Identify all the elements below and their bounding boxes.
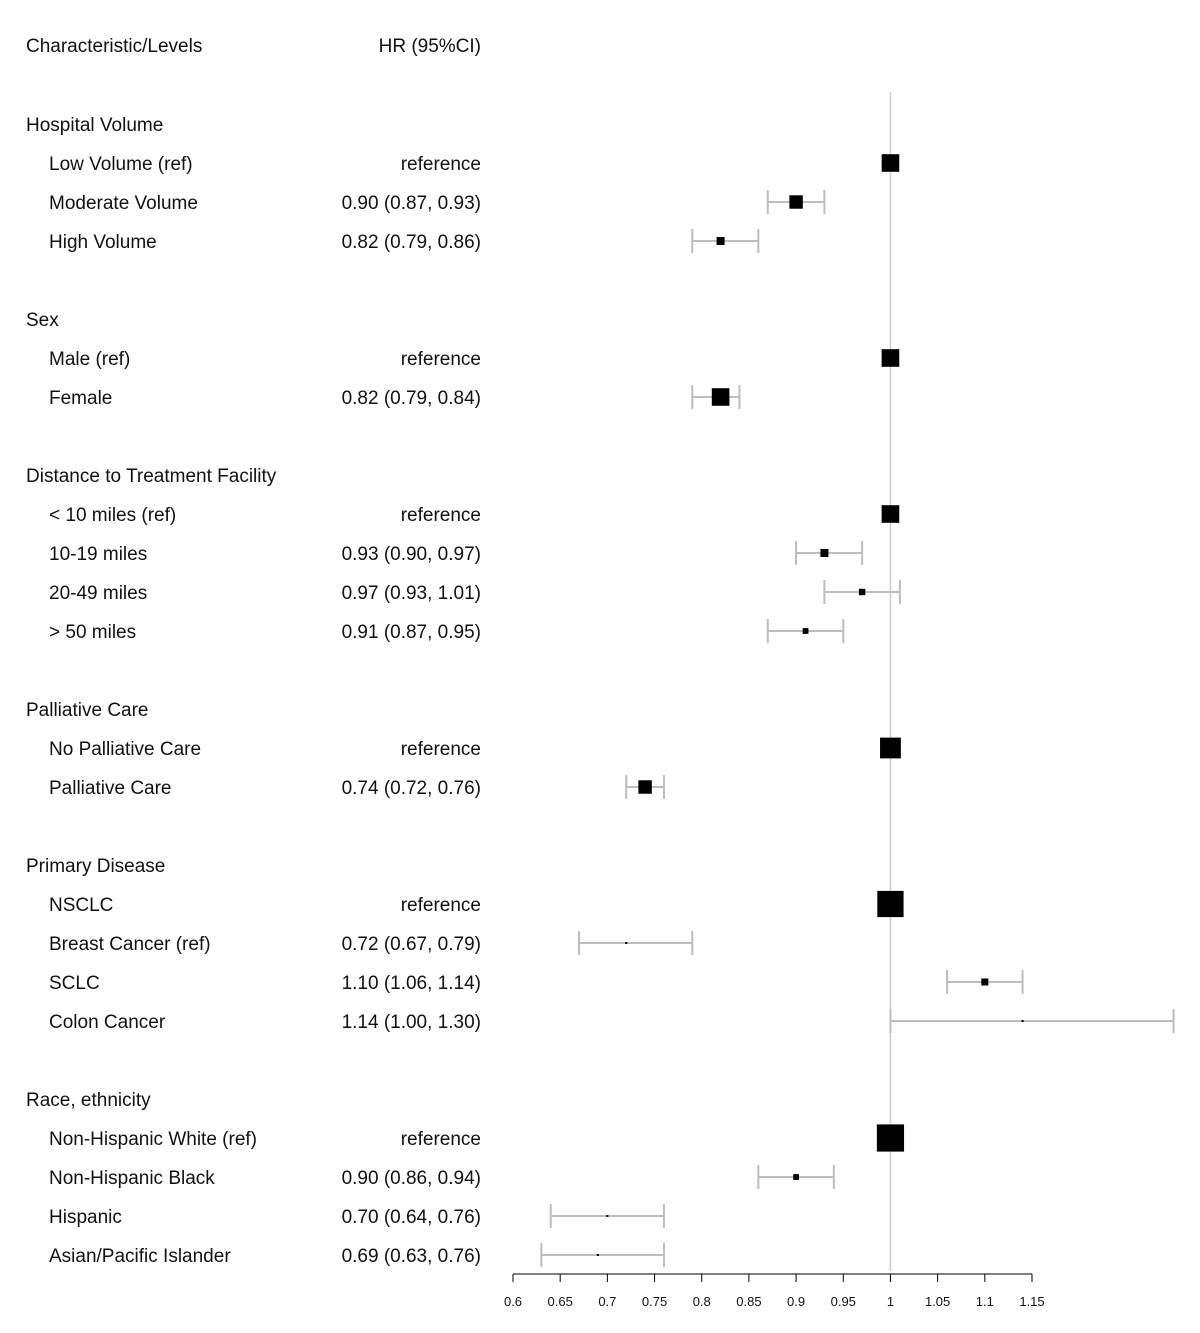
row-label: Male (ref) [49,349,131,370]
row-label: Non-Hispanic Black [49,1168,215,1189]
x-tick-label: 1.1 [975,1294,994,1309]
forest-row [49,1124,904,1151]
point-estimate [1022,1020,1024,1022]
hr-ci-text: 0.91 (0.87, 0.95) [341,622,481,643]
point-estimate [638,780,651,793]
header-characteristic: Characteristic/Levels [26,36,203,57]
x-tick-label: 1 [886,1294,895,1309]
forest-row [49,775,664,799]
x-tick-label: 1.15 [1019,1294,1045,1309]
row-label: High Volume [49,232,157,253]
row-label: Low Volume (ref) [49,154,193,175]
hr-ci-text: reference [400,154,481,175]
group-row [26,115,163,136]
forest-row [49,1165,834,1189]
point-estimate [606,1215,608,1217]
hr-ci-text: reference [400,349,481,370]
x-tick-label: 0.95 [830,1294,856,1309]
hr-ci-text: 0.82 (0.79, 0.86) [341,232,481,253]
group-row [26,700,149,721]
forest-row [49,154,899,175]
group-row [26,856,165,877]
x-tick-label: 0.9 [787,1294,806,1309]
point-estimate [877,1124,904,1151]
row-label: 10-19 miles [49,544,148,565]
row-label: Palliative Care [49,778,172,799]
hr-ci-text: 0.69 (0.63, 0.76) [341,1246,481,1267]
point-estimate [712,388,730,406]
hr-ci-text: 0.90 (0.86, 0.94) [341,1168,481,1189]
hr-ci-text: reference [400,739,481,760]
forest-row [49,1009,1174,1033]
forest-row [49,891,904,917]
forest-row [49,385,739,409]
forest-row [49,738,901,760]
point-estimate [789,195,802,208]
row-label: NSCLC [49,895,114,916]
header-hr-ci: HR (95%CI) [378,36,481,57]
point-estimate [882,154,900,172]
forest-row [49,970,1023,994]
forest-row [49,931,692,955]
hr-ci-text: reference [400,895,481,916]
group-label: Primary Disease [26,856,166,877]
hr-ci-text: 0.72 (0.67, 0.79) [341,934,481,955]
x-tick-label: 0.85 [736,1294,762,1309]
hr-ci-text: 0.70 (0.64, 0.76) [341,1207,481,1228]
group-row [26,466,277,487]
group-label: Palliative Care [26,700,149,721]
forest-row [49,505,899,526]
x-tick-label: 1.05 [924,1294,951,1309]
point-estimate [597,1254,599,1256]
x-tick-label: 0.65 [547,1294,573,1309]
row-label: Breast Cancer (ref) [49,934,211,955]
forest-row [49,541,862,565]
point-estimate [882,505,900,523]
point-estimate [793,1174,799,1180]
row-label: Asian/Pacific Islander [49,1246,231,1267]
row-label: Colon Cancer [49,1012,166,1033]
point-estimate [859,589,865,595]
forest-row [49,1204,664,1228]
hr-ci-text: 1.14 (1.00, 1.30) [341,1012,481,1033]
row-label: Female [49,388,113,409]
forest-row [49,349,899,370]
row-label: 20-49 miles [49,583,148,604]
point-estimate [877,891,903,917]
forest-row [49,1243,664,1267]
x-tick-label: 0.7 [598,1294,617,1309]
point-estimate [882,349,900,367]
x-tick-label: 0.6 [503,1294,523,1309]
row-label: Non-Hispanic White (ref) [49,1129,257,1150]
point-estimate [981,978,988,985]
hr-ci-text: 0.74 (0.72, 0.76) [341,778,481,799]
row-label: Hispanic [49,1207,122,1228]
forest-row [49,229,758,253]
row-label: < 10 miles (ref) [49,505,177,526]
point-estimate [717,237,725,245]
hr-ci-text: 0.82 (0.79, 0.84) [341,388,481,409]
point-estimate [803,628,809,634]
point-estimate [625,942,627,944]
forest-row [49,190,824,214]
hr-ci-text: reference [400,1129,481,1150]
row-label: SCLC [49,973,100,994]
hr-ci-text: 1.10 (1.06, 1.14) [341,973,481,994]
group-label: Hospital Volume [26,115,164,136]
group-label: Distance to Treatment Facility [26,466,277,487]
forest-row [49,580,900,604]
hr-ci-text: 0.97 (0.93, 1.01) [341,583,481,604]
group-row [26,1090,151,1111]
point-estimate [820,549,828,557]
point-estimate [880,738,901,759]
group-row [26,310,59,331]
x-tick-label: 0.75 [641,1294,668,1309]
hr-ci-text: reference [400,505,481,526]
forest-row [49,619,843,643]
group-label: Race, ethnicity [26,1090,151,1111]
hr-ci-text: 0.90 (0.87, 0.93) [341,193,481,214]
hr-ci-text: 0.93 (0.90, 0.97) [341,544,481,565]
row-label: No Palliative Care [49,739,202,760]
row-label: > 50 miles [49,622,137,643]
row-label: Moderate Volume [49,193,198,214]
x-tick-label: 0.8 [692,1294,711,1309]
group-label: Sex [26,310,59,331]
